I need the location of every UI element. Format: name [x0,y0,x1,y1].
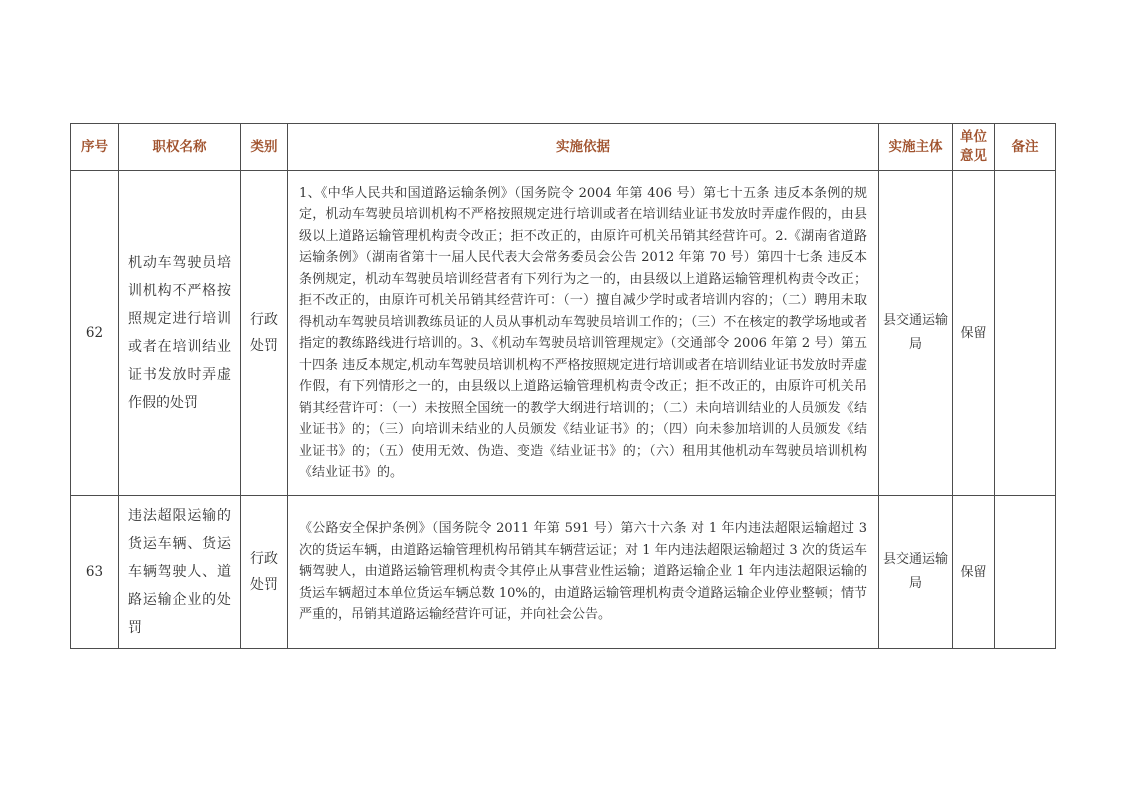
table-row [71,171,1056,496]
cell-implementing-body: 县交通运输局 [879,496,953,649]
cell-implementing-body: 县交通运输局 [879,171,953,496]
cell-remark [995,496,1056,649]
col-header-category: 类别 [241,124,288,171]
cell-unit-opinion: 保留 [953,496,995,649]
col-header-subject: 实施主体 [879,124,953,171]
cell-index: 63 [71,496,119,649]
col-header-remark: 备注 [995,124,1056,171]
cell-remark [995,171,1056,496]
cell-authority-name: 机动车驾驶员培训机构不严格按照规定进行培训或者在培训结业证书发放时弄虚作假的处罚 [119,171,241,496]
cell-index: 62 [71,171,119,496]
cell-authority-name: 违法超限运输的货运车辆、货运车辆驾驶人、道路运输企业的处罚 [119,496,241,649]
authority-list-table [70,123,1056,649]
table-header-row [71,124,1056,171]
col-header-index: 序号 [71,124,119,171]
cell-implementation-basis: 《公路安全保护条例》（国务院令 2011 年第 591 号）第六十六条 对 1 年内违法超限运输超过 3 次的货运车辆，由道路运输管理机构吊销其车辆营运证；对 1 年内违法超限运输超过 3 次的货运车辆驾驶人，由道路运输管理机构责令其停止从事营业性运输；道路运输企业 1 年内违法超限运输的货运车辆超过本单位货运车辆总数 10%的，由道路运输管理机构责令道路运输企业停业整顿；情节严重的，吊销其道路运输经营许可证，并向社会公告。 [288,496,879,649]
col-header-name: 职权名称 [119,124,241,171]
table-row [71,496,1056,649]
cell-unit-opinion: 保留 [953,171,995,496]
cell-category: 行政处罚 [241,496,288,649]
cell-implementation-basis: 1、《中华人民共和国道路运输条例》（国务院令 2004 年第 406 号）第七十五条 违反本条例的规定，机动车驾驶员培训机构不严格按照规定进行培训或者在培训结业证书发放时弄虚作假的，由县级以上道路运输管理机构责令改正；拒不改正的，由原许可机关吊销其经营许可。2.《湖南省道路运输条例》（湖南省第十一届人民代表大会常务委员会公告 2012 年第 70 号）第四十七条 违反本条例规定，机动车驾驶员培训经营者有下列行为之一的，由县级以上道路运输管理机构责令改正；拒不改正的，由原许可机关吊销其经营许可：（一）擅自减少学时或者培训内容的；（二）聘用未取得机动车驾驶员培训教练员证的人员从事机动车驾驶员培训工作的；（三）不在核定的教学场地或者指定的教练路线进行培训的。3、《机动车驾驶员培训管理规定》（交通部令 2006 年第 2 号）第五十四条 违反本规定,机动车驾驶员培训机构不严格按照规定进行培训或者在培训结业证书发放时弄虚作假，有下列情形之一的，由县级以上道路运输管理机构责令改正；拒不改正的，由原许可机关吊销其经营许可：（一）未按照全国统一的教学大纲进行培训的；（二）未向培训结业的人员颁发《结业证书》的；（三）向培训未结业的人员颁发《结业证书》的；（四）向未参加培训的人员颁发《结业证书》的；（五）使用无效、伪造、变造《结业证书》的；（六）租用其他机动车驾驶员培训机构《结业证书》的。 [288,171,879,496]
col-header-basis: 实施依据 [288,124,879,171]
cell-category: 行政处罚 [241,171,288,496]
col-header-opinion: 单位意见 [953,124,995,171]
